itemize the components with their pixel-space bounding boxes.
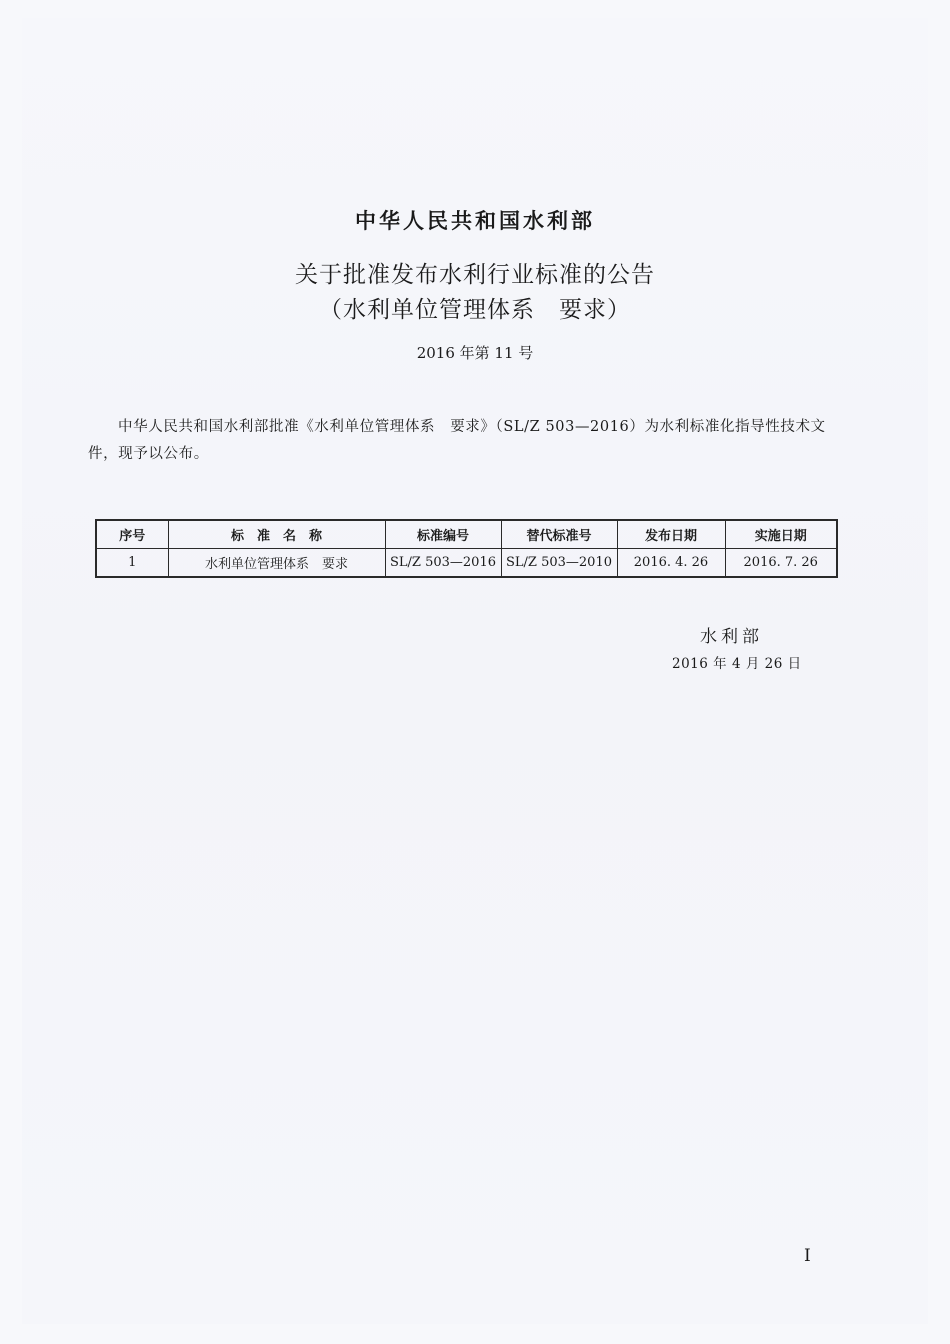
- ministry-name: 中华人民共和国水利部: [355, 208, 595, 233]
- body-paragraph: 中华人民共和国水利部批准《水利单位管理体系 要求》（SL/Z 503—2016）为水利标准化指导性技术文件，现予以公布。: [88, 419, 826, 462]
- col-header-standard-number: 标准编号: [385, 520, 501, 549]
- cell-publish-date: 2016. 4. 26: [617, 549, 725, 578]
- standards-table: [95, 519, 838, 578]
- table-header-row: [96, 520, 837, 549]
- signature-date: 2016 年 4 月 26 日: [672, 656, 802, 672]
- col-header-standard-name: 标 准 名 称: [168, 520, 385, 549]
- cell-serial: 1: [96, 549, 168, 578]
- cell-effective-date: 2016. 7. 26: [725, 549, 837, 578]
- cell-standard-number: SL/Z 503—2016: [385, 549, 501, 578]
- cell-standard-name: 水利单位管理体系 要求: [168, 549, 385, 578]
- col-header-effective-date: 实施日期: [725, 520, 837, 549]
- page-number: I: [804, 1246, 811, 1266]
- signature-organization: 水利部: [700, 627, 763, 647]
- col-header-publish-date: 发布日期: [617, 520, 725, 549]
- announcement-title: 关于批准发布水利行业标准的公告: [295, 262, 655, 288]
- cell-replaced-number: SL/Z 503—2010: [501, 549, 617, 578]
- col-header-replaced-number: 替代标准号: [501, 520, 617, 549]
- document-number: 2016 年第 11 号: [416, 344, 534, 362]
- col-header-serial: 序号: [96, 520, 168, 549]
- announcement-subtitle: （水利单位管理体系 要求）: [319, 297, 631, 323]
- table-row: [96, 549, 837, 578]
